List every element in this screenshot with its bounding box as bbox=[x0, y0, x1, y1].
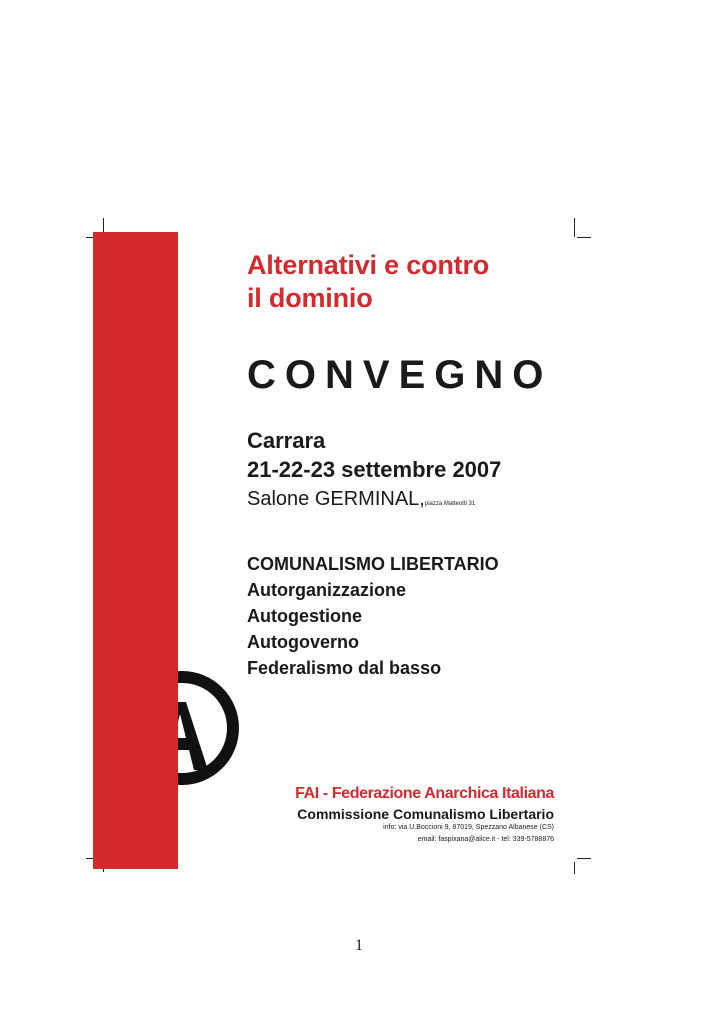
event-dates: 21-22-23 settembre 2007 bbox=[247, 457, 502, 482]
page-number: 1 bbox=[355, 937, 363, 954]
red-side-bar bbox=[93, 232, 178, 869]
event-city: Carrara bbox=[247, 428, 326, 453]
event-venue bbox=[247, 488, 475, 511]
info-address: info: via U.Boccioni 9, 87019, Spezzano Albanese (CS) bbox=[383, 824, 554, 831]
topic-list bbox=[247, 551, 499, 681]
crop-mark bbox=[574, 862, 575, 874]
venue-name: Salone GERMINAL, bbox=[247, 488, 425, 510]
topic-item: Federalismo dal basso bbox=[247, 658, 442, 678]
topic-item: COMUNALISMO LIBERTARIO bbox=[247, 554, 499, 574]
poster-title: CONVEGNO bbox=[247, 353, 553, 397]
crop-mark bbox=[577, 237, 591, 238]
crop-mark bbox=[574, 218, 575, 237]
subtitle-line: Alternativi e contro bbox=[247, 250, 490, 280]
topic-item: Autogoverno bbox=[247, 632, 359, 652]
organizer-name: FAI - Federazione Anarchica Italiana bbox=[295, 785, 554, 802]
circle-a-icon bbox=[178, 668, 268, 788]
topic-item: Autogestione bbox=[247, 606, 362, 626]
contact-info: email: faspixana@alice.it - tel: 339-5788876 bbox=[417, 836, 554, 843]
venue-address: piazza Matteotti 31 bbox=[424, 501, 476, 507]
crop-mark bbox=[103, 218, 104, 232]
commission-name: Commissione Comunalismo Libertario bbox=[297, 806, 554, 822]
crop-mark bbox=[577, 858, 591, 859]
topic-item: Autorganizzazione bbox=[247, 580, 407, 600]
subtitle-line: il dominio bbox=[247, 283, 373, 313]
poster-subtitle bbox=[247, 249, 489, 315]
